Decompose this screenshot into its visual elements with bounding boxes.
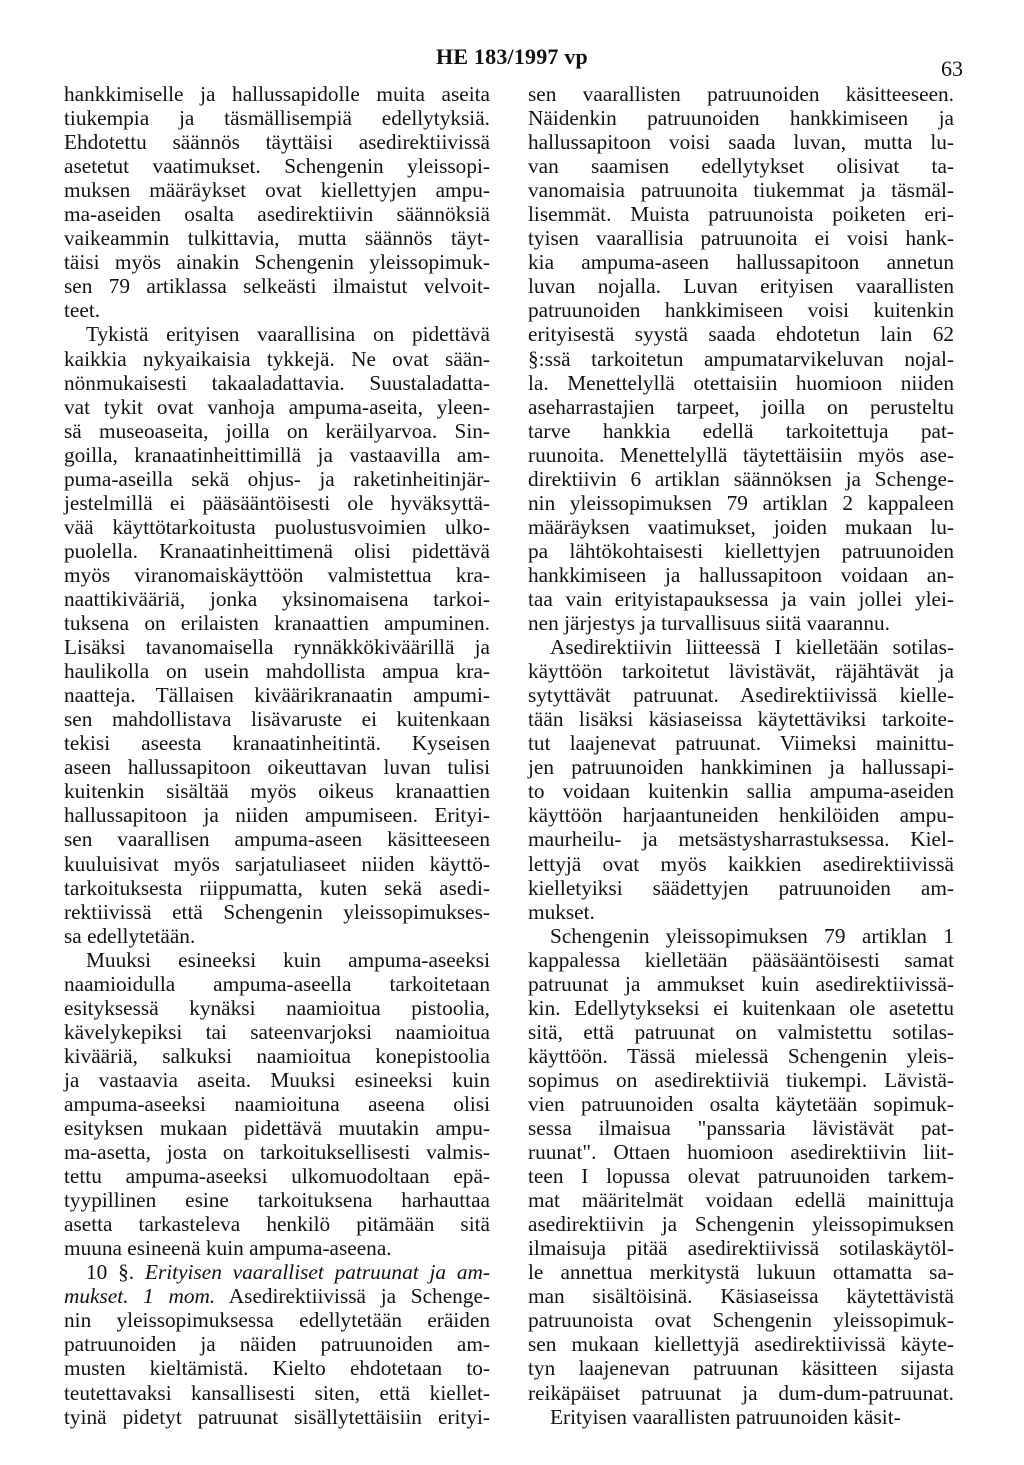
left-column-line: hankkimiselle ja hallussapidolle muita aseita (64, 82, 490, 106)
right-column-line: vanomaisia patruunoita tiukemmat ja täsmäl- (528, 178, 954, 203)
left-column-line: tettu ampuma-aseeksi ulkomuodoltaan epä- (64, 1164, 490, 1189)
left-column-line: tyypillinen esine tarkoituksena harhauttaa (64, 1188, 490, 1213)
left-column-line: nin yleissopimuksessa edellytetään eräiden (64, 1308, 490, 1333)
right-column-line: tyn laajenevan patruunan käsitteen sijasta (528, 1356, 954, 1381)
left-column-line: haulikolla on usein mahdollista ampua kra- (64, 659, 490, 684)
left-column-line: Muuksi esineeksi kuin ampuma-aseeksi (86, 947, 490, 972)
right-column-line: jen patruunoiden hankkiminen ja hallussapi- (528, 755, 954, 780)
left-column-line: Tykistä erityisen vaarallisina on pidettävä (86, 322, 490, 347)
right-column-line: hallussapitoon voisi saada luvan, mutta lu- (528, 130, 954, 155)
right-column-line: tään lisäksi käsiaseissa käytettäviksi tarkoite- (528, 707, 954, 732)
left-column-line: täisi myös ainakin Schengenin yleissopimuk- (64, 250, 490, 275)
right-column-line: mukset. (528, 899, 595, 924)
left-column-line: ampuma-aseeksi naamioituna aseena olisi (64, 1091, 490, 1116)
right-column-line: van saamisen edellytykset olisivat ta- (528, 154, 954, 179)
left-column-line: ma-aseiden osalta asedirektiivin säännöksiä (64, 202, 490, 227)
left-column-line: esityksessä kynäksi naamioitua pistoolia, (64, 995, 490, 1020)
left-column-line: naamioidulla ampuma-aseella tarkoitetaan (64, 971, 490, 996)
right-column-line: käyttöön harjaantuneiden henkilöiden ampu- (528, 803, 954, 828)
right-column-line: kin. Edellytykseksi ei kuitenkaan ole asetettu (528, 995, 954, 1020)
left-column-line: asetetut vaatimukset. Schengenin yleissopi- (64, 154, 490, 179)
left-column-line: ja vastaavia aseita. Muuksi esineeksi kuin (64, 1067, 490, 1092)
right-column-line: nin yleissopimuksen 79 artiklan 2 kappaleen (528, 490, 954, 515)
left-column-line: musten kieltämistä. Kielto ehdotetaan to- (64, 1356, 490, 1381)
right-column-line: mat määritelmät voidaan edellä mainittuja (528, 1188, 954, 1213)
left-column-line: sä museoaseita, joilla on keräilyarvoa. Sin- (64, 418, 490, 443)
right-column-line: patruunoista ovat Schengenin yleissopimuk- (528, 1308, 954, 1333)
left-column-line: jestelmillä ei pääsääntöisesti ole hyväksyttä- (64, 490, 490, 515)
right-column-line: direktiivin 6 artiklan säännöksen ja Schenge- (528, 466, 954, 491)
right-column-line: tarve hankkia edellä tarkoitettuja pat- (528, 418, 954, 443)
left-column-line: hallussapitoon ja niiden ampumiseen. Erityi- (64, 803, 490, 828)
left-column-line: puma-aseilla sekä ohjus- ja raketinheitinjär- (64, 466, 490, 491)
left-column-line: kävelykepiksi tai sateenvarjoksi naamioitua (64, 1019, 490, 1044)
left-column-line: tekisi aseesta kranaatinheitintä. Kyseisen (64, 731, 490, 756)
right-column-line: aseharrastajien tarpeet, joilla on perusteltu (528, 394, 954, 419)
left-column-line: teutettavaksi kansallisesti siten, että kiellet- (64, 1380, 490, 1405)
left-column-line: asetta tarkasteleva henkilö pitämään sitä (64, 1212, 490, 1237)
right-column-line: lisemmät. Muista patruunoista poiketen eri- (528, 202, 954, 227)
right-column-line: erityisestä syystä saada ehdotetun lain 62 (528, 322, 954, 347)
left-column-line: esityksen mukaan pidettävä muutakin ampu- (64, 1116, 490, 1141)
left-column-line: 10 §. Erityisen vaaralliset patruunat ja am- (86, 1260, 490, 1285)
right-column-line: man sisältöisinä. Käsiaseissa käytettävistä (528, 1284, 954, 1309)
left-column-line: tyinä pidetyt patruunat sisällytettäisiin erityi- (64, 1404, 490, 1429)
left-column-line: muuna esineenä kuin ampuma-aseena. (64, 1236, 392, 1261)
right-column-line: käyttöön tarkoitetut lävistävät, räjähtävät ja (528, 659, 954, 684)
right-column-line: tyisen vaarallisia patruunoita ei voisi hank- (528, 226, 954, 251)
right-column-line: kielletyiksi säädettyjen patruunoiden am- (528, 875, 954, 900)
right-column-line: sessa ilmaisua "panssaria lävistävät pat- (528, 1116, 954, 1141)
right-text-column (528, 82, 954, 1429)
left-column-line: sen mahdollistava lisävaruste ei kuitenkaan (64, 707, 490, 732)
left-column-line: naatteja. Tällaisen kiväärikranaatin ampumi- (64, 683, 490, 708)
right-column-line: le annettua merkitystä lukuun ottamatta sa- (528, 1260, 954, 1285)
left-column-line: vat tykit ovat vanhoja ampuma-aseita, yleen- (64, 394, 490, 419)
right-column-line: reikäpäiset patruunat ja dum-dum-patruunat. (528, 1380, 954, 1405)
right-column-line: to voidaan kuitenkin sallia ampuma-aseiden (528, 779, 954, 804)
right-column-line: sen mukaan kiellettyjä asedirektiivissä käyte- (528, 1332, 954, 1357)
left-column-line: Lisäksi tavanomaisella rynnäkkökiväärillä ja (64, 635, 490, 660)
right-column-line: sen vaarallisten patruunoiden käsitteeseen. (528, 82, 954, 106)
right-column-line: luvan nojalla. Luvan erityisen vaarallisten (528, 274, 954, 299)
left-column-line: tiukempia ja täsmällisempiä edellytyksiä. (64, 106, 490, 131)
left-column-line: muksen määräykset ovat kiellettyjen ampu- (64, 178, 490, 203)
right-column-line: vien patruunoiden osalta käytetään sopimuk- (528, 1091, 954, 1116)
left-column-line: myös viranomaiskäyttöön valmistettua kra- (64, 562, 490, 587)
left-column-line: tarkoituksesta riippumatta, kuten sekä asedi- (64, 875, 490, 900)
right-column-line: kappalessa kielletään pääsääntöisesti samat (528, 947, 954, 972)
page-number: 63 (941, 56, 963, 81)
right-column-line: §:ssä tarkoitetun ampumatarvikeluvan nojal- (528, 346, 954, 371)
left-column-line: naattikivääriä, jonka yksinomaisena tarkoi- (64, 586, 490, 611)
left-column-line: kivääriä, salkuksi naamioitua konepistoolia (64, 1043, 490, 1068)
right-column-line: käyttöön. Tässä mielessä Schengenin yleis- (528, 1043, 954, 1068)
right-column-line: tut laajenevat patruunat. Viimeksi mainittu- (528, 731, 954, 756)
right-column-line: patruunat ja ammukset kuin asedirektiivissä- (528, 971, 954, 996)
left-column-line: kaikkia nykyaikaisia tykkejä. Ne ovat sään- (64, 346, 490, 371)
left-column-line: sen vaarallisen ampuma-aseen käsitteeseen (64, 827, 490, 852)
right-column-line: maurheilu- ja metsästysharrastuksessa. Kiel- (528, 827, 954, 852)
right-column-line: hankkimiseen ja hallussapitoon voidaan an- (528, 562, 954, 587)
right-column-line: teen I lopussa olevat patruunoiden tarkem- (528, 1164, 954, 1189)
document-title: HE 183/1997 vp (436, 44, 588, 69)
right-column-line: ruunat". Ottaen huomioon asedirektiivin liit- (528, 1140, 954, 1165)
left-column-line: goilla, kranaatinheittimillä ja vastaavilla am- (64, 442, 490, 467)
right-column-line: ilmaisuja pitää asedirektiivissä sotilaskäytöl- (528, 1236, 954, 1261)
left-column-line: sa edellytetään. (64, 923, 196, 948)
left-column-line: teet. (64, 298, 101, 323)
right-column-line: Näidenkin patruunoiden hankkimiseen ja (528, 106, 954, 131)
left-column-line: rektiivissä että Schengenin yleissopimukses- (64, 899, 490, 924)
left-column-line: kuitenkin sisältää myös oikeus kranaattien (64, 779, 490, 804)
left-column-line: kuuluisivat myös sarjatuliaseet niiden käyttö- (64, 851, 490, 876)
right-column-line: taa vain erityistapauksessa ja vain jollei ylei- (528, 586, 954, 611)
right-column-line: pa lähtökohtaisesti kiellettyjen patruunoiden (528, 538, 954, 563)
left-column-line: tuksena on erilaisten kranaattien ampuminen. (64, 611, 490, 636)
right-column-line: sitä, että patruunat on valmistettu sotilas- (528, 1019, 954, 1044)
left-text-column (64, 82, 490, 1429)
right-column-line: sopimus on asedirektiiviä tiukempi. Lävistä- (528, 1067, 954, 1092)
left-column-line: vaikeammin tulkittavia, mutta säännös täyt- (64, 226, 490, 251)
left-column-line: nönmukaisesti takaaladattavia. Suustaladatta- (64, 370, 490, 395)
right-column-line: ruunoita. Menettelyllä täytettäisiin myös ase- (528, 442, 954, 467)
right-column-line: patruunoiden hankkimiseen voisi kuitenkin (528, 298, 954, 323)
left-column-line: Ehdotettu säännös täyttäisi asedirektiivissä (64, 130, 490, 155)
right-column-line: kia ampuma-aseen hallussapitoon annetun (528, 250, 954, 275)
left-column-line: ma-asetta, josta on tarkoituksellisesti valmis- (64, 1140, 490, 1165)
right-column-line: määräyksen vaatimukset, joiden mukaan lu- (528, 514, 954, 539)
left-column-line: vää käyttötarkoitusta puolustusvoimien ulko- (64, 514, 490, 539)
left-column-line: puolella. Kranaatinheittimenä olisi pidettävä (64, 538, 490, 563)
left-column-line: sen 79 artiklassa selkeästi ilmaistut velvoit- (64, 274, 490, 299)
right-column-line: la. Menettelyllä otettaisiin huomioon niiden (528, 370, 954, 395)
left-column-line: patruunoiden ja näiden patruunoiden am- (64, 1332, 490, 1357)
right-column-line: lettyjä ovat myös kaikkien asedirektiivissä (528, 851, 954, 876)
right-column-line: nen järjestys ja turvallisuus siitä vaarannu. (528, 611, 890, 636)
right-column-line: Asedirektiivin liitteessä I kielletään sotilas- (550, 635, 954, 660)
left-column-line: mukset. 1 mom. Asedirektiivissä ja Schenge- (64, 1284, 490, 1309)
left-column-line: aseen hallussapitoon oikeuttavan luvan tulisi (64, 755, 490, 780)
right-column-line: sytyttävät patruunat. Asedirektiivissä kielle- (528, 683, 954, 708)
right-column-line: asedirektiivin ja Schengenin yleissopimuksen (528, 1212, 954, 1237)
right-column-line: Erityisen vaarallisten patruunoiden käsit- (550, 1404, 901, 1429)
right-column-line: Schengenin yleissopimuksen 79 artiklan 1 (550, 923, 954, 948)
